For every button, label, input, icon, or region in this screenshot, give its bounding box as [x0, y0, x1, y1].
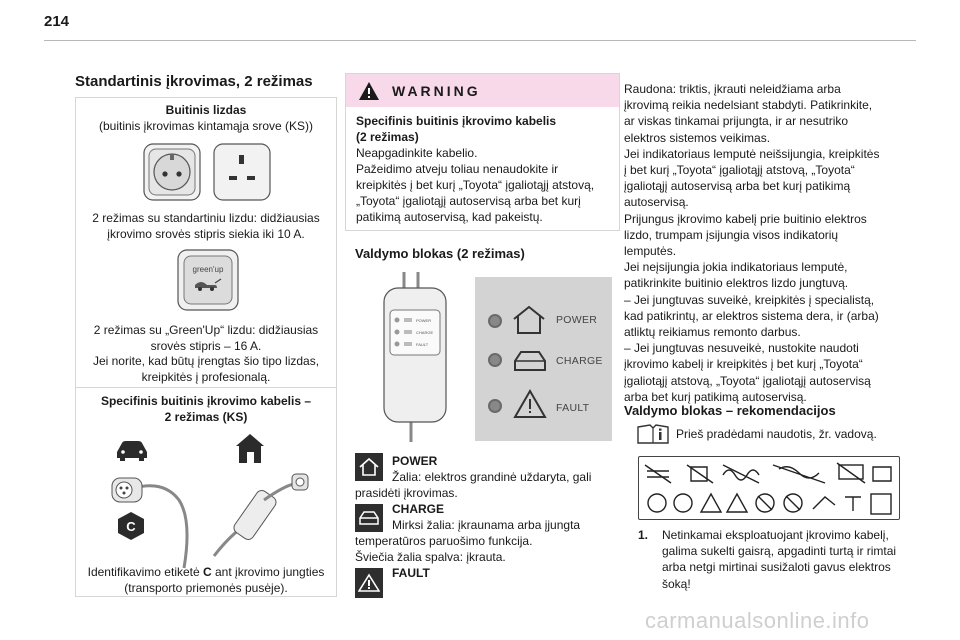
warning-header	[346, 74, 619, 107]
fault-warning-icon	[513, 389, 547, 419]
greenup-socket-icon	[177, 249, 239, 311]
svg-text:FAULT: FAULT	[416, 342, 429, 347]
header-divider	[44, 40, 916, 41]
recommendations-title: Valdymo blokas – rekomendacijos	[624, 403, 836, 418]
fault-description: Raudona: triktis, įkrauti neleidžiama arba įkrovimą reikia nedelsiant stabdyti. Patikrinkite, ar viskas tinkamai prijungta, ir ar nesutriko elektros sistemos veikimas. Jei indikatoriaus lemputė neišsijungia, kreipkitės į bet kurį „Toyota“ įgaliotąjį atstovą, „Toyota“ įgaliotąjį autoservisą arba bet kurį patikimą autoservisą. Prijungus įkrovimo kabelį prie buitinio elektros lizdo, trumpam įsijungia visos indikatorių lemputės. Jei neįsijungia jokia indikatoriaus lemputė, patikrinkite buitinio elektros lizdo jungtuvą. – Jei jungtuvas suveikė, kreipkitės į specialistą, kad patikrintų, ar elektros sistema dera, ir (arba) atliktų reikiamus remonto darbus. – Jei jungtuvas nesuveikė, nustokite naudoti įkrovimo kabelį ir kreipkitės į bet kurį „Toyota“ įgaliotąjį atstovą, „Toyota“ įgaliotąjį autoservisą arba bet kurį patikimą autoservisą.	[624, 82, 880, 404]
charge-car-icon	[511, 347, 549, 375]
power-label: POWER	[556, 314, 598, 326]
power-line-1: Žalia: elektros grandinė uždaryta, gali	[392, 470, 592, 484]
power-legend-icon	[355, 453, 383, 481]
fault-heading: FAULT	[392, 566, 430, 580]
safety-pictograms	[638, 456, 900, 520]
svg-text:POWER: POWER	[416, 318, 432, 323]
car-icon	[114, 438, 150, 462]
fault-label: FAULT	[556, 402, 590, 414]
warning-triangle-icon	[358, 81, 380, 101]
box2-title: Specifinis buitinis įkrovimo kabelis – 2 režimas (KS)	[100, 394, 312, 424]
control-unit-title: Valdymo blokas (2 režimas)	[355, 246, 525, 261]
item-text: Netinkamai eksploatuojant įkrovimo kabelį, galima sukelti gaisrą, apgadinti turtą ir rimtai arba netgi mirtinai susižaloti gavus elektros šoką!	[662, 528, 897, 591]
schuko-socket-icon	[143, 143, 201, 201]
house-icon	[235, 432, 265, 464]
power-line-2: prasidėti įkrovimas.	[355, 486, 458, 500]
item-number: 1.	[638, 528, 649, 542]
box1-subtitle: (buitinis įkrovimas kintamąja srove (KS))	[98, 119, 314, 133]
warning-title: WARNING	[392, 82, 481, 99]
control-unit-illustration	[366, 270, 466, 442]
socket-text-1: 2 režimas su standartiniu lizdu: didžiausias įkrovimo srovės stipris siekia iki 10 A.	[92, 211, 320, 241]
label-c-badge	[116, 511, 146, 541]
section-title: Standartinis įkrovimas, 2 režimas	[75, 73, 313, 90]
svg-text:CHARGE: CHARGE	[416, 330, 434, 335]
fault-led	[488, 399, 502, 413]
indicator-panel	[475, 277, 612, 441]
charge-line-3: Šviečia žalia spalva: įkrauta.	[355, 550, 506, 564]
charge-line-2: temperatūros paruošimo funkcija.	[355, 534, 533, 548]
box-divider	[76, 387, 336, 388]
watermark: carmanualsonline.info	[645, 608, 870, 633]
svg-text:green'up: green'up	[192, 265, 224, 274]
power-heading: POWER	[392, 454, 438, 468]
safety-pictogram-icons	[639, 457, 901, 521]
charge-heading: CHARGE	[392, 502, 445, 516]
socket-text-2: 2 režimas su „Green'Up“ lizdu: didžiausias srovės stipris – 16 A. Jei norite, kad būtų įrengtas šio tipo lizdas, kreipkitės į profesionalą.	[92, 323, 320, 384]
svg-text:C: C	[126, 519, 136, 534]
charge-led	[488, 353, 502, 367]
fault-legend-icon	[355, 568, 383, 598]
charge-line-1: Mirksi žalia: įkraunama arba įjungta	[392, 518, 581, 532]
warning-box	[345, 73, 620, 231]
uk-socket-icon	[213, 143, 271, 201]
charge-label: CHARGE	[556, 355, 603, 367]
manual-note: Prieš pradėdami naudotis, žr. vadovą.	[676, 427, 877, 441]
socket-info-panel	[75, 97, 337, 597]
power-home-icon	[511, 305, 547, 335]
power-led	[488, 314, 502, 328]
page-number: 214	[44, 13, 70, 30]
cable-caption: Identifikavimo etiketė C ant įkrovimo jungties (transporto priemonės pusėje).	[87, 565, 325, 595]
charge-legend-icon	[355, 504, 383, 532]
box1-title: Buitinis lizdas	[165, 103, 247, 117]
manual-book-icon	[636, 423, 670, 445]
warning-body: Specifinis buitinis įkrovimo kabelis (2 režimas) Neapgadinkite kabelio. Pažeidimo atveju toliau nenaudokite ir kreipkitės į bet kurį „Toyota“ įgaliotąjį atstovą, „Toyota“ įgaliotąjį autoservisą arba bet kurį patikimą autoservisą, kad pakeistų.	[356, 114, 595, 224]
